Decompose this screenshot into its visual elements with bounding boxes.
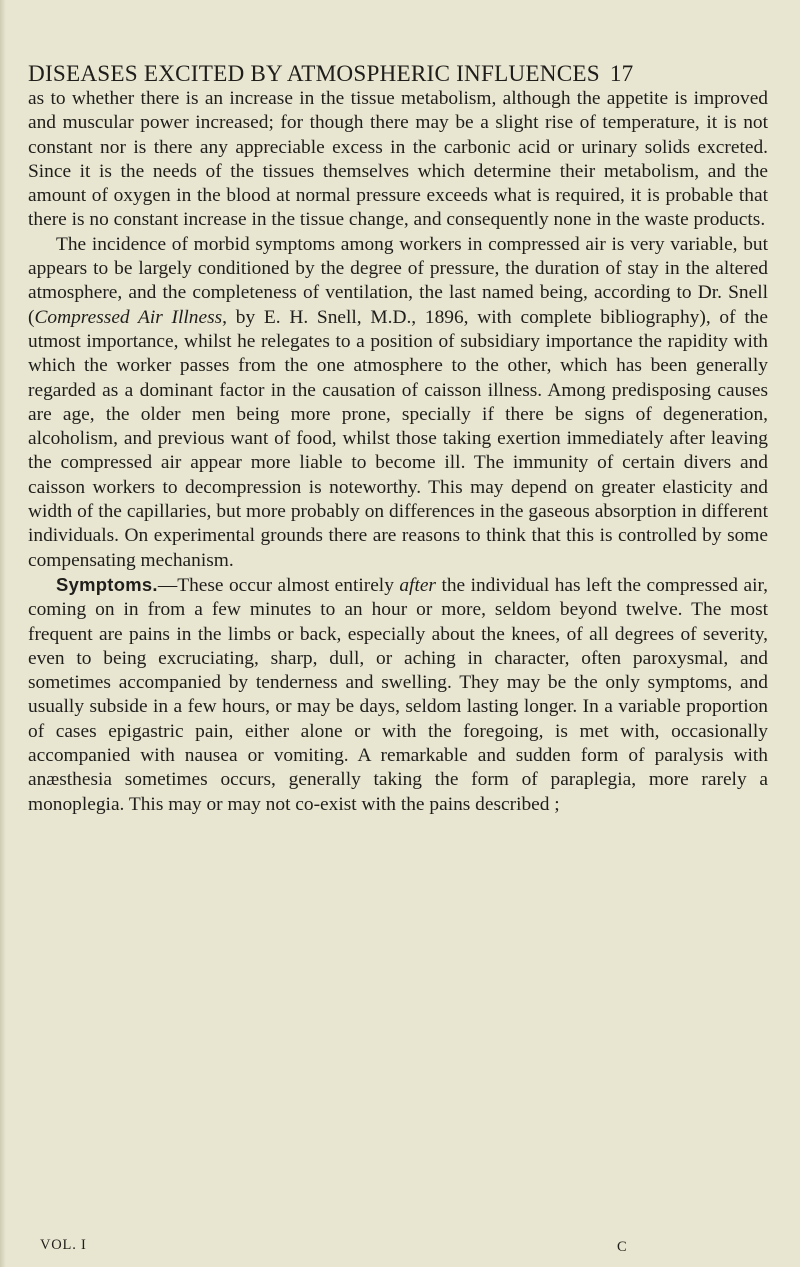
paragraph-incidence [28,233,768,573]
symptoms-text-rest: the individual has left the compressed air, coming on in from a few minutes to an hour or more, seldom beyond twelve. The most frequent are pains in the limbs or back, especially about the knees, of all degrees of severity, even to being excruciating, sharp, dull, or aching in character, often paroxysmal, and sometimes accompanied by tenderness and swelling. They may be the only symptoms, and usually subside in a few hours, or may be days, seldom lasting longer. In a variable proportion of cases epigastric pain, either alone or with the foregoing, is met with, occasionally accompanied with nausea or vomiting. A remarkable and sudden form of paralysis with anæsthesia sometimes occurs, generally taking the form of paraplegia, more rarely a monoplegia. This may or may not co-exist with the pains described ; [28,574,768,815]
page-number: 17 [609,61,634,87]
symptoms-heading: Symptoms. [56,573,158,595]
running-title: DISEASES EXCITED BY ATMOSPHERIC INFLUENCES [28,61,600,87]
body-text [28,87,768,817]
cited-book-title: Compressed Air Illness [34,306,223,328]
emphasis-after: after [399,574,436,596]
symptoms-text-start: —These occur almost entirely [157,574,400,596]
page-edge-shadow [0,0,6,1267]
running-header [28,60,788,88]
incidence-text-start: The incidence of morbid symptoms among workers in compressed air is very variable, but appears to be largely conditioned by the degree of pressure, the duration of stay in the altered atmosphere, and the completeness of ventilation, the last named being, according to Dr. Snell ( [28,233,768,328]
incidence-text-rest: , by E. H. Snell, M.D., 1896, with complete bibliography), of the utmost importance, whilst he relegates to a position of subsidiary importance the rapidity with which the worker passes from the one atmosphere to the other, which has been generally regarded as a dominant factor in the causation of caisson illness. Among predisposing causes are age, the older men being more prone, specially if there be signs of degeneration, alcoholism, and previous want of food, whilst those taking exertion immediately after leaving the compressed air appear more liable to become ill. The immunity of certain divers and caisson workers to decompression is noteworthy. This may depend on greater elasticity and width of the capillaries, but more probably on differences in the gaseous absorption in different individuals. On experimental grounds there are reasons to think that this is controlled by some compensating mechanism. [28,306,769,571]
signature-mark: C [617,1239,628,1255]
paragraph-metabolism: as to whether there is an increase in the tissue metabolism, although the appetite is improved and muscular power increased; for though there may be a slight rise of temperature, it is not constant nor is there any appreciable excess in the carbonic acid or urinary solids excreted. Since it is the needs of the tissues themselves which determine their metabolism, and the amount of oxygen in the blood at normal pressure exceeds what is required, it is probable that there is no constant increase in the tissue change, and consequently none in the waste products. [28,88,768,231]
page-footer [40,1237,640,1254]
volume-label: VOL. I [40,1237,87,1253]
paragraph-symptoms [28,573,768,817]
